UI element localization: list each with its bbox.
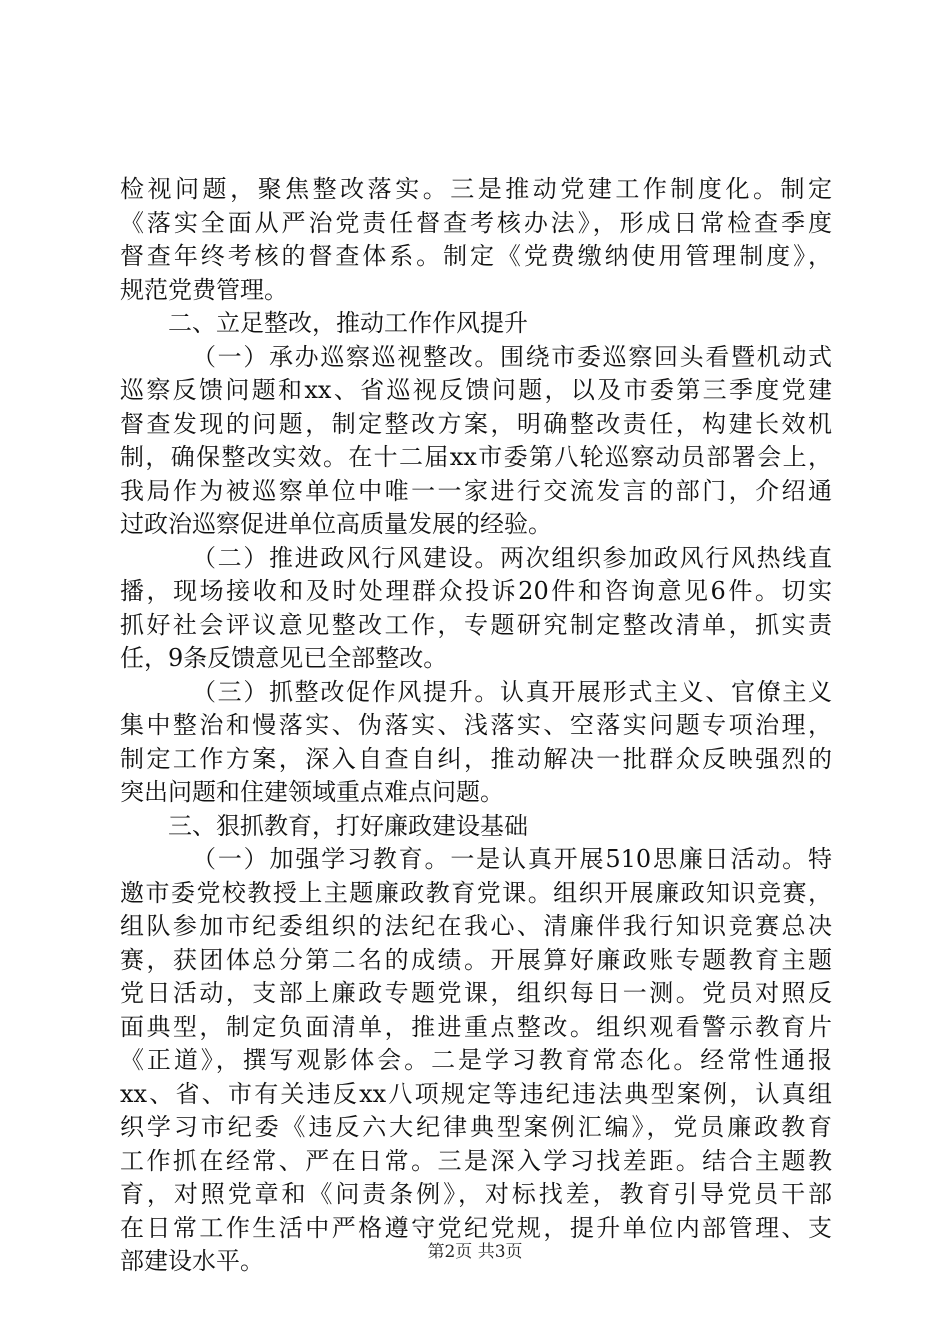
body-line: 面典型，制定负面清单，推进重点整改。组织观看警示教育片 (120, 1012, 832, 1041)
body-line: 党日活动，支部上廉政专题党课，组织每日一测。党员对照反 (120, 979, 832, 1007)
section-heading: 二、立足整改，推动工作作风提升 (168, 309, 528, 337)
body-line: 工作抓在经常、严在日常。三是深入学习找差距。结合主题教 (120, 1146, 832, 1175)
body-line: 制，确保整改实效。在十二届xx市委第八轮巡察动员部署会上， (120, 443, 832, 471)
body-line: 《正道》，撰写观影体会。二是学习教育常态化。经常性通报 (120, 1046, 832, 1074)
body-line: 突出问题和住建领域重点难点问题。 (120, 778, 504, 806)
body-line: 集中整治和慢落实、伪落实、浅落实、空落实问题专项治理， (120, 711, 832, 739)
section-heading: 三、狠抓教育，打好廉政建设基础 (168, 811, 528, 840)
body-line: 组队参加市纪委组织的法纪在我心、清廉伴我行知识竞赛总决 (120, 912, 832, 940)
document-body (120, 173, 832, 1279)
body-line: 检视问题，聚焦整改落实。三是推动党建工作制度化。制定 (120, 175, 832, 203)
body-line: 制定工作方案，深入自查自纠，推动解决一批群众反映强烈的 (120, 744, 832, 773)
body-line: （一）承办巡察巡视整改。围绕市委巡察回头看暨机动式 (192, 342, 832, 371)
body-line: 邀市委党校教授上主题廉政教育党课。组织开展廉政知识竞赛， (120, 878, 832, 907)
page-number-label: 第2页 共3页 (427, 1242, 523, 1262)
body-line: 部建设水平。 (120, 1247, 264, 1275)
body-line: 育，对照党章和《问责条例》，对标找差，教育引导党员干部 (120, 1180, 832, 1208)
body-line: 在日常工作生活中严格遵守党纪党规，提升单位内部管理、支 (120, 1213, 832, 1242)
body-line: 任，9条反馈意见已全部整改。 (120, 644, 448, 672)
body-line: 赛，获团体总分第二名的成绩。开展算好廉政账专题教育主题 (120, 945, 832, 974)
body-line: 《落实全面从严治党责任督查考核办法》，形成日常检查季度 (120, 208, 832, 237)
body-line: 抓好社会评议意见整改工作，专题研究制定整改清单，抓实责 (120, 610, 832, 639)
body-line: 我局作为被巡察单位中唯一一家进行交流发言的部门，介绍通 (120, 476, 832, 505)
body-line: 过政治巡察促进单位高质量发展的经验。 (120, 510, 552, 538)
body-line: xx、省、市有关违反xx八项规定等违纪违法典型案例，认真组 (120, 1079, 832, 1108)
body-line: （三）抓整改促作风提升。认真开展形式主义、官僚主义 (192, 677, 832, 706)
body-line: 督查年终考核的督查体系。制定《党费缴纳使用管理制度》， (120, 242, 832, 270)
body-line: 规范党费管理。 (120, 275, 288, 304)
body-line: 播，现场接收和及时处理群众投诉20件和咨询意见6件。切实 (120, 577, 832, 605)
body-line: 督查发现的问题，制定整改方案，明确整改责任，构建长效机 (120, 409, 832, 438)
body-line: 织学习市纪委《违反六大纪律典型案例汇编》，党员廉政教育 (120, 1113, 832, 1141)
body-line: （二）推进政风行风建设。两次组织参加政风行风热线直 (192, 543, 832, 572)
page-footer (0, 1240, 950, 1264)
body-line: （一）加强学习教育。一是认真开展510思廉日活动。特 (192, 845, 832, 873)
body-line: 巡察反馈问题和xx、省巡视反馈问题，以及市委第三季度党建 (120, 376, 832, 404)
